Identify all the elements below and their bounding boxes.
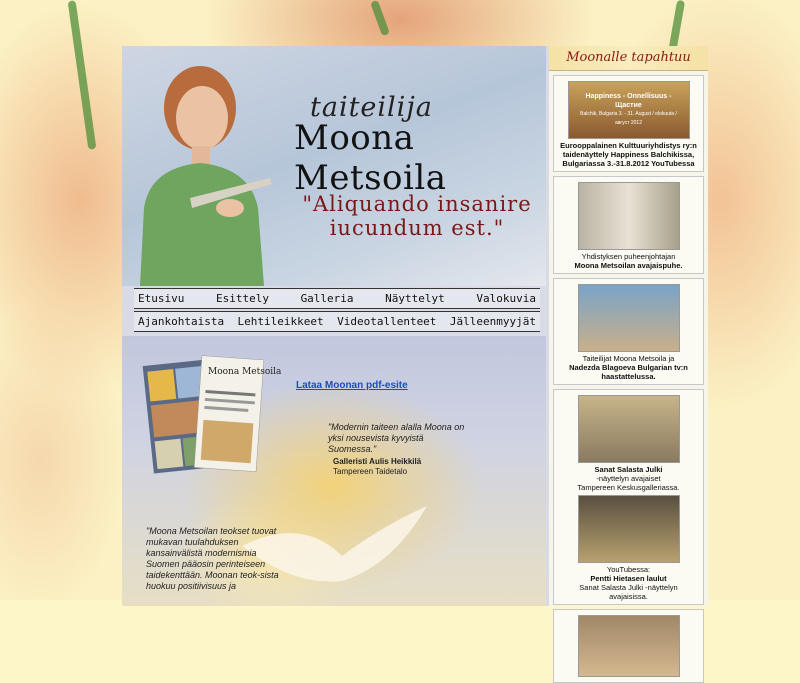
nav-item-videotallenteet[interactable]: Videotallenteet xyxy=(337,315,437,328)
songs-video-thumb[interactable] xyxy=(578,495,680,563)
quote-heikkila: "Modernin taiteen alalla Moona on yksi nousevista kyvyistä Suomessa." xyxy=(328,422,465,454)
poster-title: Happiness - Onnellisuus - Щастие xyxy=(585,93,672,109)
news-item-exhibition[interactable] xyxy=(553,389,704,605)
nav-row-primary xyxy=(134,288,540,309)
nav-row-secondary xyxy=(134,311,540,332)
pdf-brochure-link[interactable]: Lataa Moonan pdf-esite xyxy=(296,380,408,391)
nav-item-jalleenmyyjat[interactable]: Jälleenmyyjät xyxy=(449,315,536,328)
news-text: Eurooppalainen Kulttuuriyhdistys ry:n taidenäyttely Happiness Balchikissa, Bulgariassa 3.-31.8.2012 YouTubessa xyxy=(560,141,697,168)
news-text: Taiteilijat Moona Metsoila ja xyxy=(582,354,675,363)
quote-author xyxy=(333,457,473,477)
poster-subtitle: Balchik, Bulgaria 3. - 31. August / elokuuta / август 2012 xyxy=(580,111,677,126)
nav-item-valokuvia[interactable]: Valokuvia xyxy=(476,292,536,305)
news-item-happiness[interactable] xyxy=(553,75,704,172)
brand-title[interactable]: Moona Metsoila xyxy=(294,118,447,198)
brochure-title: Moona Metsoila xyxy=(208,367,282,377)
nav-item-ajankohtaista[interactable]: Ajankohtaista xyxy=(138,315,225,328)
content-area xyxy=(122,336,546,606)
news-text-bold-2: Bulgarian tv:n haastattelussa. xyxy=(601,363,688,381)
brand-subtitle: taiteilija xyxy=(310,92,433,123)
news-text: -näyttelyn avajaiset xyxy=(596,474,661,483)
nav-item-galleria[interactable]: Galleria xyxy=(300,292,354,305)
news-text-bold: Nadezda Blagoeva xyxy=(569,363,636,372)
main-frame xyxy=(122,46,708,606)
news-sidebar xyxy=(549,46,708,606)
news-text-bold-2: Pentti Hietasen laulut xyxy=(590,574,667,583)
main-navigation xyxy=(134,288,540,334)
nav-item-nayttelyt[interactable]: Näyttelyt xyxy=(385,292,445,305)
news-item-tv-interview[interactable] xyxy=(553,278,704,385)
news-item-opening-speech[interactable] xyxy=(553,176,704,274)
news-text-bold: Sanat Salasta Julki xyxy=(594,465,663,474)
opening-speech-thumb[interactable] xyxy=(578,182,680,250)
news-text-4: Sanat Salasta Julki -näyttelyn avajaisissa. xyxy=(579,583,678,601)
artist-portrait xyxy=(130,58,280,286)
news-text-2: Tampereen Keskusgalleriassa. xyxy=(577,483,680,492)
brochure-image[interactable] xyxy=(144,352,282,476)
news-text-bold: Moona Metsoilan avajaispuhe. xyxy=(574,261,683,270)
tv-interview-thumb[interactable] xyxy=(578,284,680,352)
quote-author-name: Galleristi Aulis Heikkilä xyxy=(333,457,422,466)
next-news-thumb[interactable] xyxy=(578,615,680,677)
nav-item-lehtileikkeet[interactable]: Lehtileikkeet xyxy=(237,315,324,328)
site-header xyxy=(122,46,546,286)
news-text: Yhdistyksen puheenjohtajan xyxy=(581,252,676,261)
news-text-3: YouTubessa: xyxy=(606,565,651,574)
happiness-poster-thumb[interactable] xyxy=(568,81,690,139)
motto-quote: "Aliquando insanire iucundum est." xyxy=(302,192,532,240)
news-item-next[interactable] xyxy=(553,609,704,683)
nav-item-etusivu[interactable]: Etusivu xyxy=(138,292,185,305)
sidebar-title: Moonalle tapahtuu xyxy=(549,46,708,71)
nav-item-esittely[interactable]: Esittely xyxy=(215,292,269,305)
quote-review: "Moona Metsoilan teokset tuovat mukavan tuulahduksen kansainvälistä modernismia Suomen pääosin perinteiseen taidekenttään. Moonan teok-sista huokuu positiivisuus ja xyxy=(146,526,279,591)
exhibition-thumb[interactable] xyxy=(578,395,680,463)
quote-author-place: Tampereen Taidetalo xyxy=(333,467,408,476)
